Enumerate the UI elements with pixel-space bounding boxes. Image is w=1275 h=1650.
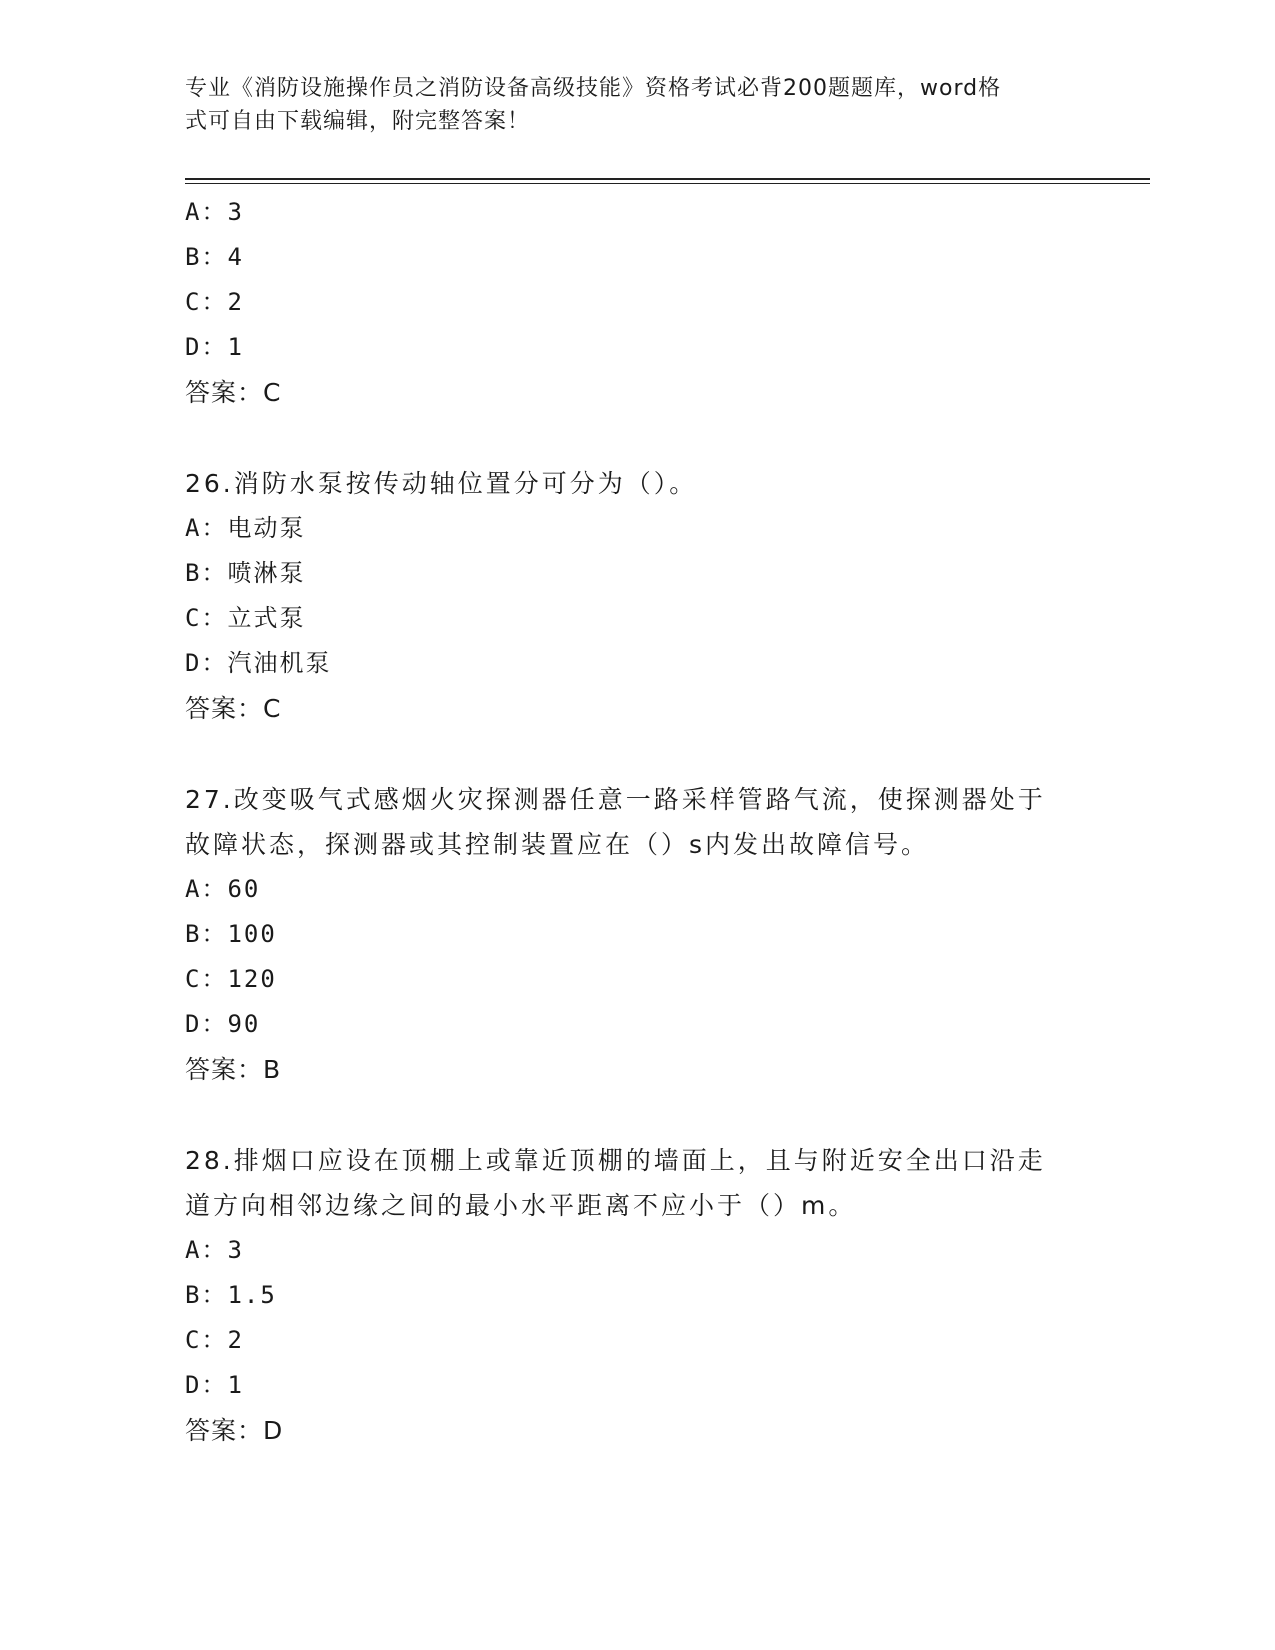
option-b: B：1.5 <box>185 1281 277 1309</box>
question-text-line-2: 故障状态，探测器或其控制装置应在（）s内发出故障信号。 <box>185 830 930 859</box>
option-d: D：汽油机泵 <box>185 649 332 677</box>
header-divider-thick <box>185 178 1150 180</box>
answer: 答案：C <box>185 694 282 723</box>
option-d: D：1 <box>185 333 244 361</box>
option-a: A：3 <box>185 1236 244 1264</box>
option-d: D：1 <box>185 1371 244 1399</box>
option-c: C：2 <box>185 1326 244 1354</box>
question-list <box>185 190 1085 1453</box>
option-b: B：喷淋泵 <box>185 559 306 587</box>
option-b: B：100 <box>185 920 277 948</box>
question-26 <box>185 461 1085 731</box>
question-25 <box>185 190 1085 415</box>
question-text-line-1: 27.改变吸气式感烟火灾探测器任意一路采样管路气流，使探测器处于 <box>185 785 1046 814</box>
question-28 <box>185 1138 1085 1453</box>
answer: 答案：C <box>185 378 282 407</box>
document-header <box>185 72 1065 138</box>
option-b: B：4 <box>185 243 244 271</box>
option-d: D：90 <box>185 1010 261 1038</box>
header-line-1: 专业《消防设施操作员之消防设备高级技能》资格考试必背200题题库，word格 <box>185 76 1002 101</box>
question-27 <box>185 777 1085 1092</box>
answer: 答案：D <box>185 1416 284 1445</box>
header-divider-thin <box>185 183 1150 184</box>
header-line-2: 式可自由下载编辑，附完整答案！ <box>185 109 531 134</box>
option-c: C：2 <box>185 288 244 316</box>
option-a: A：60 <box>185 875 261 903</box>
option-c: C：120 <box>185 965 277 993</box>
question-text-line-1: 28.排烟口应设在顶棚上或靠近顶棚的墙面上，且与附近安全出口沿走 <box>185 1146 1046 1175</box>
answer: 答案：B <box>185 1055 282 1084</box>
spacer <box>185 1092 1085 1138</box>
option-a: A：3 <box>185 198 244 226</box>
spacer <box>185 415 1085 461</box>
option-c: C：立式泵 <box>185 604 306 632</box>
option-a: A：电动泵 <box>185 514 306 542</box>
question-text-line-2: 道方向相邻边缘之间的最小水平距离不应小于（）m。 <box>185 1191 857 1220</box>
question-text: 26.消防水泵按传动轴位置分可分为（）。 <box>185 469 698 498</box>
spacer <box>185 731 1085 777</box>
